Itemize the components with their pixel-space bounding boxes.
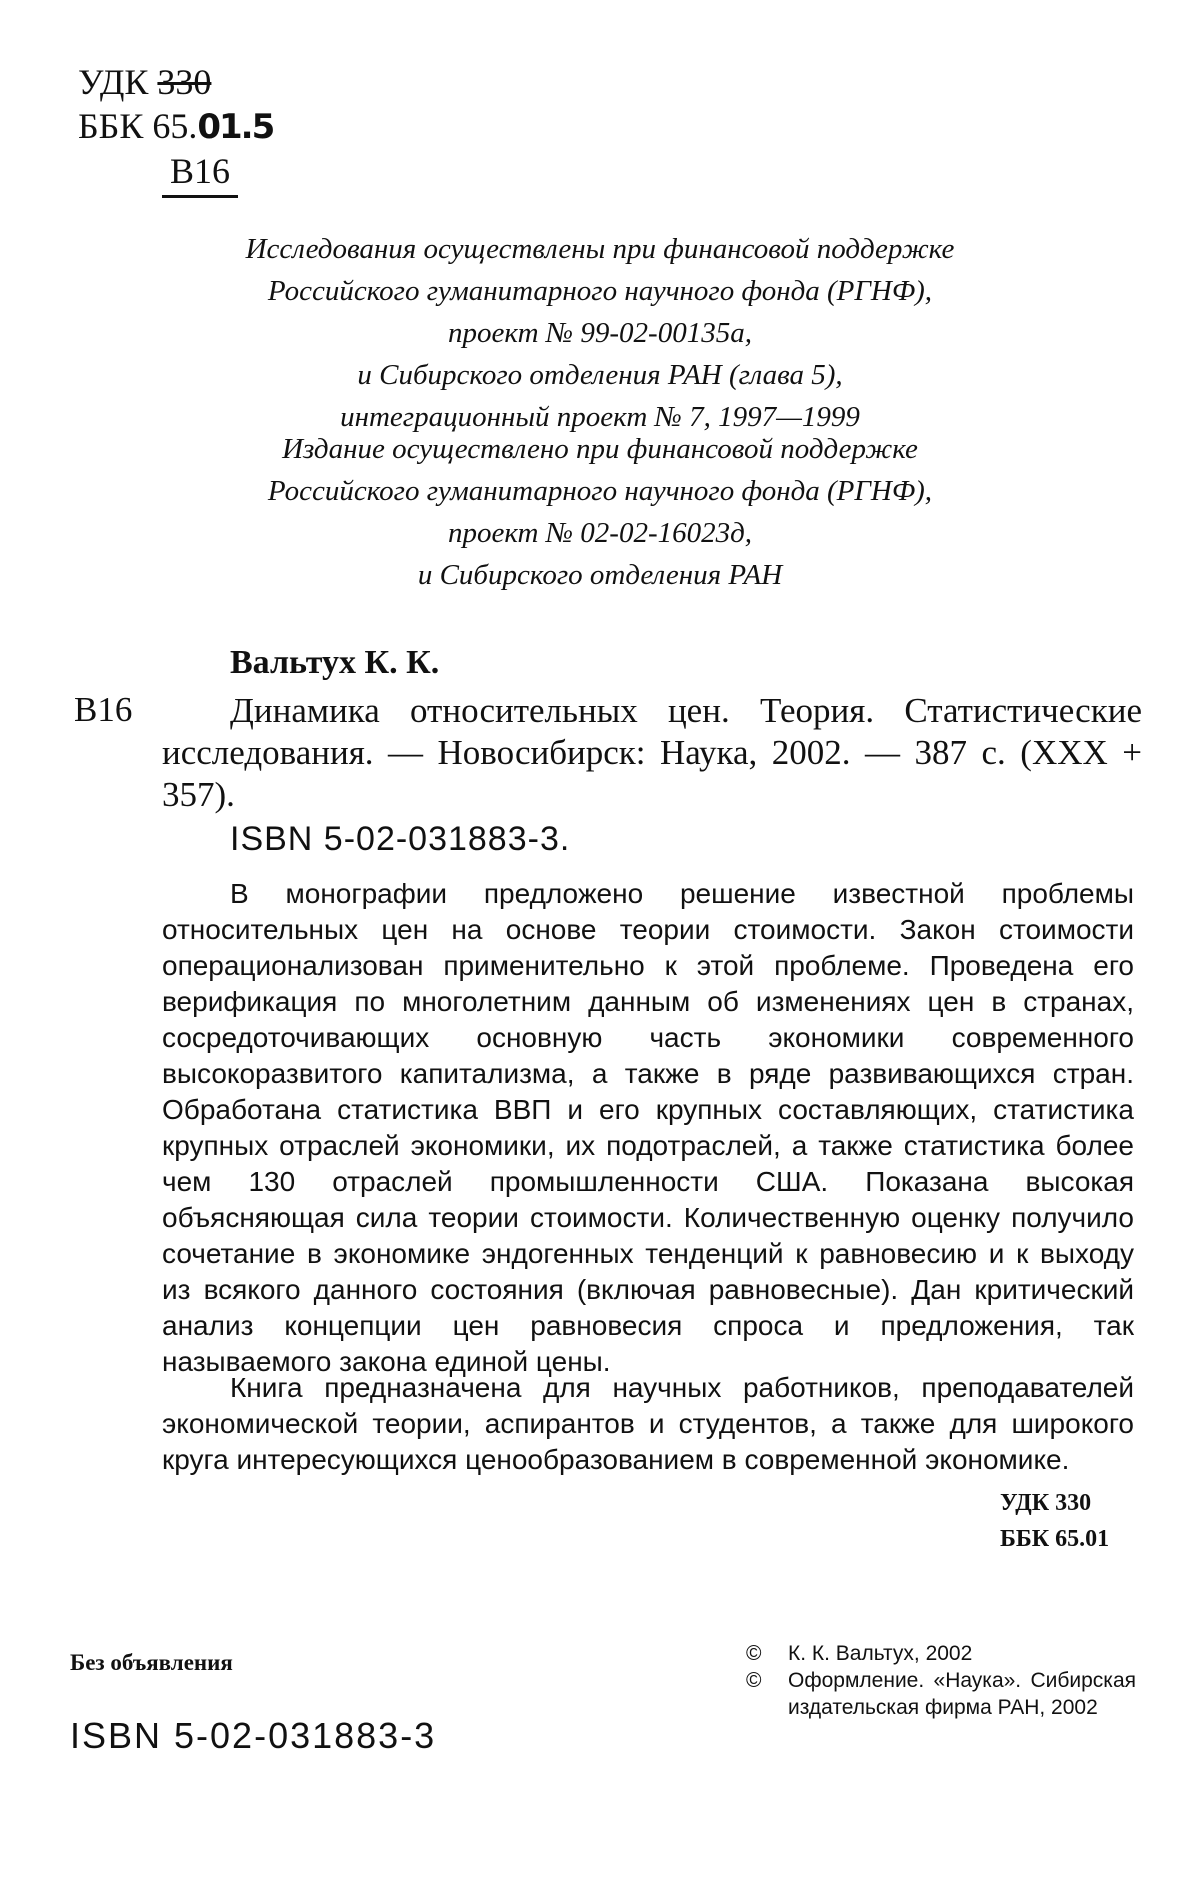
abstract-paragraph: В монографии предложено решение известной проблемы относительных цен на основе теории стоимости. Закон стоимости операционализован применительно к этой проблеме. Проведена его верификация по многолетним данным об изменениях цен в странах, сосредоточивающих основную часть экономики современного высокоразвитого капитализма, а также в ряде развивающихся стран. Обработана статистика ВВП и его крупных составляющих, статистика крупных отраслей экономики, их подотраслей, а также статистика более чем 130 отраслей промышленности США. Показана высокая объясняющая сила теории стоимости. Количественную оценку получило сочетание в экономике эндогенных тенденций к равновесию и к выходу из всякого данного состояния (включая равновесные). Дан критический анализ концепции цен равновесия спроса и предложения, так называемого закона единой цены. — [162, 878, 1134, 1377]
copyright-symbol: © — [746, 1642, 762, 1665]
bbk-code-printed: 65. — [152, 106, 198, 146]
copyright-block — [746, 1640, 1136, 1721]
funding-line: Исследования осуществлены при финансовой поддержке — [245, 233, 955, 265]
audience-paragraph: Книга предназначена для научных работников, преподавателей экономической теории, аспирантов и студентов, а также для широкого круга интересующихся ценообразованием в современной экономике. — [162, 1372, 1134, 1475]
publication-funding-note — [150, 428, 1050, 596]
footer-classification — [1000, 1485, 1109, 1557]
udk-label: УДК — [78, 62, 149, 102]
funding-line: проект № 99-02-00135а, — [448, 317, 752, 349]
funding-line: и Сибирского отделения РАН (глава 5), — [357, 359, 843, 391]
classification-codes — [78, 60, 273, 198]
bbk-code-handwritten: 01.5 — [197, 107, 274, 147]
entry-index-code: В16 — [74, 690, 133, 729]
udk-line — [78, 60, 273, 104]
funding-line: Российского гуманитарного научного фонда (РГНФ), — [267, 275, 933, 307]
funding-line: Издание осуществлено при финансовой поддержке — [282, 433, 918, 465]
footer-isbn: ISBN 5-02-031883-3 — [70, 1715, 437, 1756]
copyright-design: Оформление. «Наука». Сибирская издательская фирма РАН, 2002 — [788, 1669, 1136, 1719]
udk-code-struck: 330 — [157, 62, 212, 102]
copyright-author: К. К. Вальтух, 2002 — [788, 1642, 973, 1665]
funding-line: и Сибирского отделения РАН — [417, 559, 783, 591]
funding-line: Российского гуманитарного научного фонда (РГНФ), — [267, 475, 933, 507]
index-code-underlined: В16 — [162, 149, 238, 198]
book-title-description: Динамика относительных цен. Теория. Статистические исследования. — Новосибирск: Наука, 2002. — 387 с. (XXX + 357). — [162, 691, 1142, 814]
bbk-line — [78, 104, 273, 149]
footer-bbk: ББК 65.01 — [1000, 1526, 1110, 1552]
funding-line: интеграционный проект № 7, 1997—1999 — [340, 401, 860, 433]
research-funding-note — [150, 228, 1050, 438]
copyright-author-line — [746, 1640, 1136, 1667]
entry-isbn: ISBN 5-02-031883-3. — [230, 820, 571, 858]
copyright-symbol: © — [746, 1669, 762, 1692]
footer-udk: УДК 330 — [1000, 1490, 1092, 1516]
bbk-label: ББК — [78, 106, 144, 146]
no-announcement-note: Без объявления — [70, 1650, 233, 1675]
funding-line: проект № 02-02-16023д, — [447, 517, 753, 549]
author-name: Вальтух К. К. — [230, 644, 440, 681]
index-code-line — [78, 149, 273, 198]
copyright-design-line — [746, 1667, 1136, 1721]
